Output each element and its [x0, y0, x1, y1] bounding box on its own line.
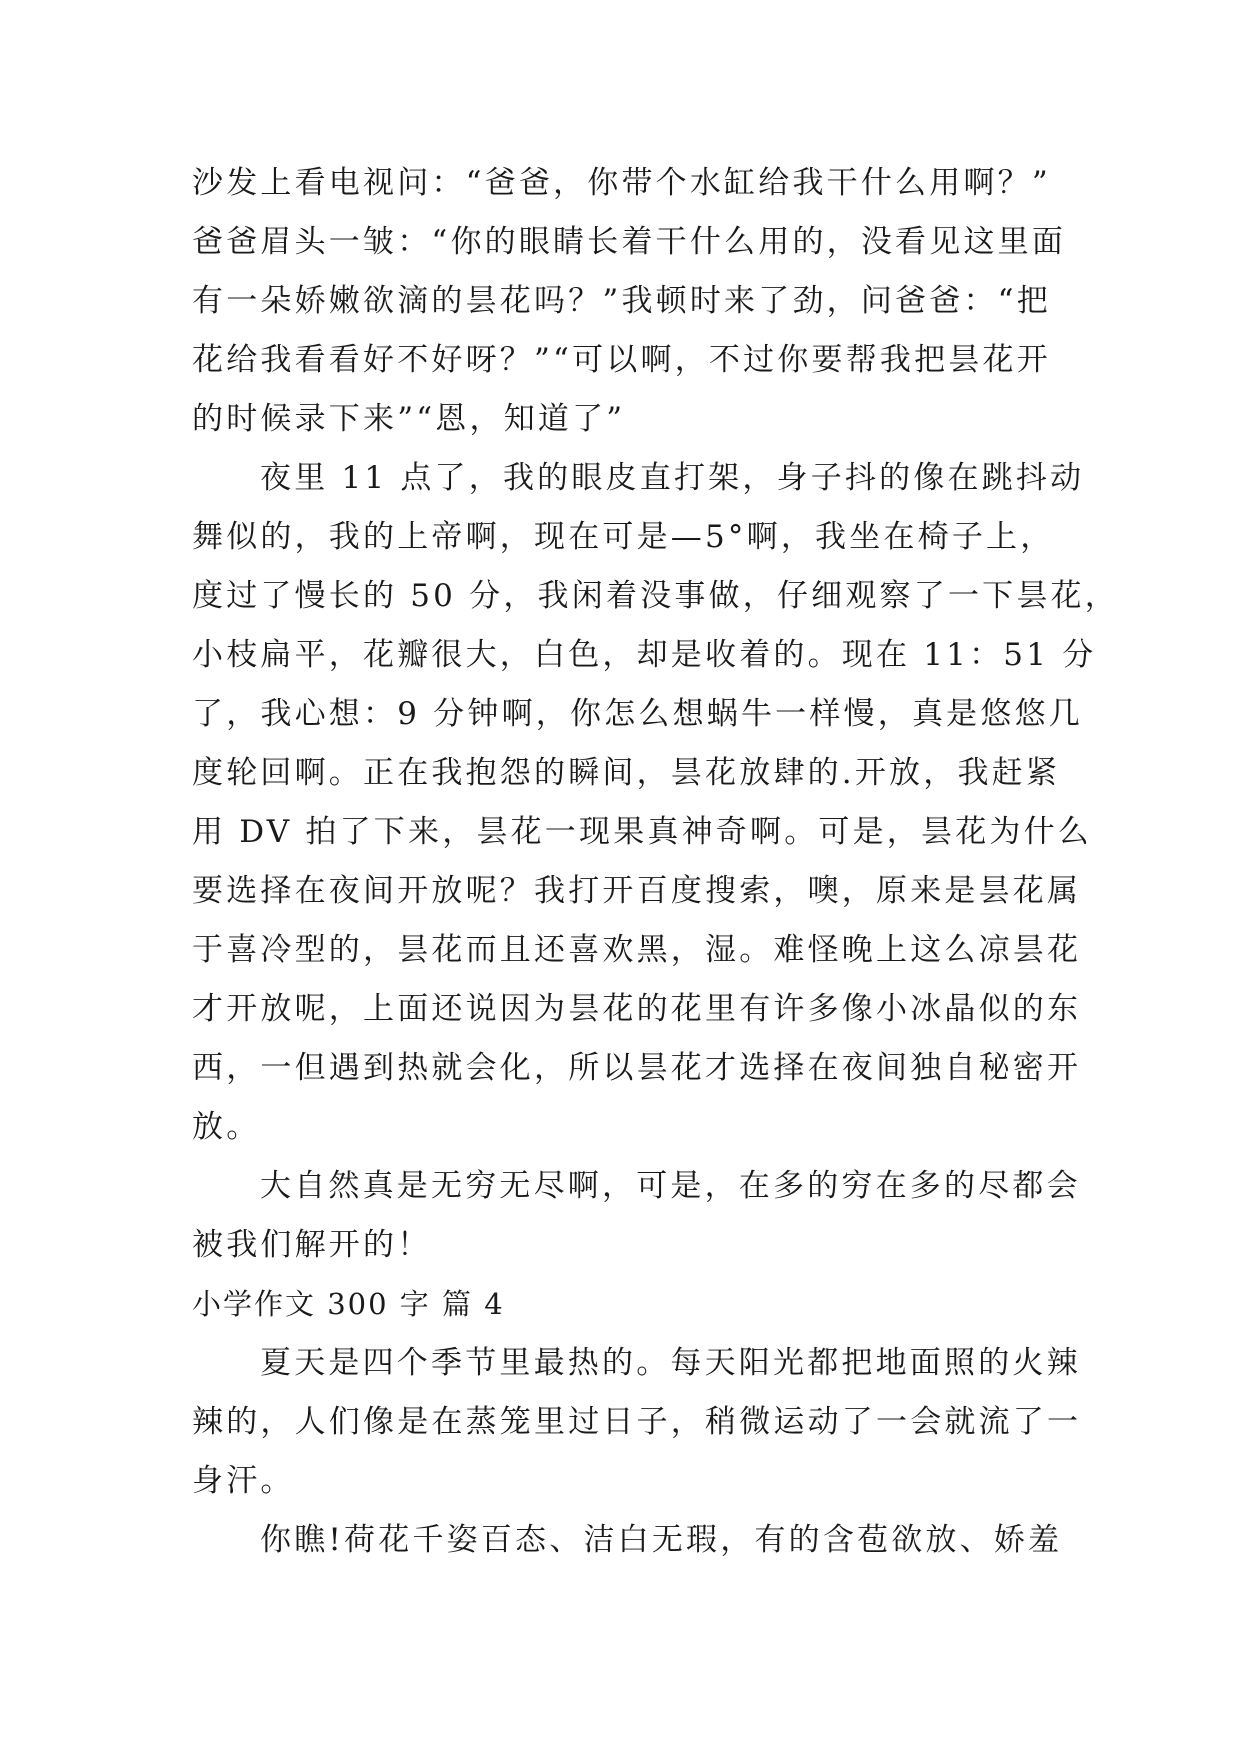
- text-line: 舞似的，我的上帝啊，现在可是—5°啊，我坐在椅子上，: [192, 519, 1055, 555]
- text-line: 夏天是四个季节里最热的。每天阳光都把地面照的火辣: [260, 1345, 1081, 1381]
- text-line: 于喜冷型的，昙花而且还喜欢黑，湿。难怪晚上这么凉昙花: [192, 932, 1082, 968]
- text-line: 你瞧!荷花千姿百态、洁白无瑕，有的含苞欲放、娇羞: [260, 1522, 1063, 1558]
- text-line: 的时候录下来”“恩，知道了”: [192, 401, 626, 437]
- text-line: 被我们解开的！: [192, 1227, 432, 1263]
- text-line: 有一朵娇嫩欲滴的昙花吗？”我顿时来了劲，问爸爸：“把: [192, 283, 1051, 319]
- text-line: 要选择在夜间开放呢？我打开百度搜索，噢，原来是昙花属: [192, 873, 1082, 909]
- text-line: 西，一但遇到热就会化，所以昙花才选择在夜间独自秘密开: [192, 1050, 1082, 1086]
- text-line: 度轮回啊。正在我抱怨的瞬间，昙花放肆的.开放，我赶紧: [192, 755, 1061, 791]
- text-line: 夜里 11 点了，我的眼皮直打架，身子抖的像在跳抖动: [260, 460, 1085, 496]
- text-line: 了，我心想：9 分钟啊，你怎么想蜗牛一样慢，真是悠悠几: [192, 696, 1083, 732]
- text-line: 身汗。: [192, 1463, 295, 1499]
- text-line: 辣的，人们像是在蒸笼里过日子，稍微运动了一会就流了一: [192, 1404, 1082, 1440]
- text-line: 花给我看看好不好呀？”“可以啊，不过你要帮我把昙花开: [192, 342, 1051, 378]
- text-line: 大自然真是无穷无尽啊，可是，在多的穷在多的尽都会: [260, 1168, 1081, 1204]
- text-line: 小枝扁平，花瓣很大，白色，却是收着的。现在 11：51 分: [192, 637, 1097, 673]
- text-line: 度过了慢长的 50 分，我闲着没事做，仔细观察了一下昙花，: [192, 578, 1119, 614]
- text-line: 沙发上看电视问：“爸爸，你带个水缸给我干什么用啊？”: [192, 165, 1051, 201]
- text-line: 放。: [192, 1109, 261, 1145]
- text-line: 用 DV 拍了下来，昙花一现果真神奇啊。可是，昙花为什么: [192, 814, 1093, 850]
- text-line: 爸爸眉头一皱：“你的眼睛长着干什么用的，没看见这里面: [192, 224, 1067, 260]
- text-line: 才开放呢，上面还说因为昙花的花里有许多像小冰晶似的东: [192, 991, 1082, 1027]
- section-heading: 小学作文 300 字 篇 4: [192, 1287, 505, 1321]
- body-text: [192, 154, 1119, 1570]
